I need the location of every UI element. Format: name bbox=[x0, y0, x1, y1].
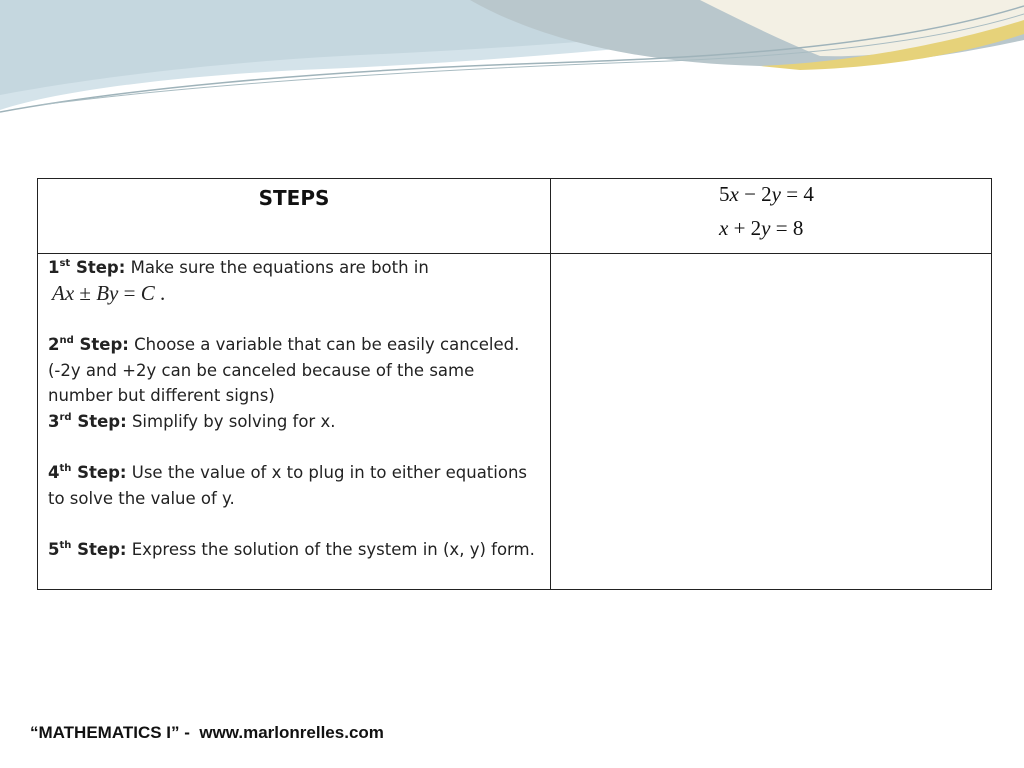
footer-credit: “MATHEMATICS I” - www.marlonrelles.com bbox=[30, 723, 384, 742]
empty-solution-cell bbox=[551, 254, 992, 590]
steps-cell bbox=[38, 254, 551, 590]
decorative-banner bbox=[0, 0, 1024, 130]
step-3: 3rd Step: Simplify by solving for x. bbox=[48, 411, 336, 431]
step-4: 4th Step: Use the value of x to plug in to either equations to solve the value of y. bbox=[48, 463, 528, 508]
step-5: 5th Step: Express the solution of the system in (x, y) form. bbox=[48, 540, 535, 559]
equations-cell bbox=[551, 179, 992, 254]
table-body-row bbox=[38, 254, 992, 590]
step-2: 2nd Step: Choose a variable that can be easily canceled. (-2y and +2y can be canceled because of the same number but different signs) bbox=[48, 335, 520, 405]
equation-1: 5x − 2y = 4 bbox=[719, 182, 814, 206]
standard-form-formula: Ax ± By = C . bbox=[52, 280, 166, 305]
step-1: 1st Step: Make sure the equations are both in bbox=[48, 258, 429, 277]
table-header-row bbox=[38, 179, 992, 254]
equation-2: x + 2y = 8 bbox=[719, 216, 804, 240]
steps-header: STEPS bbox=[38, 179, 551, 254]
steps-table bbox=[37, 178, 992, 590]
